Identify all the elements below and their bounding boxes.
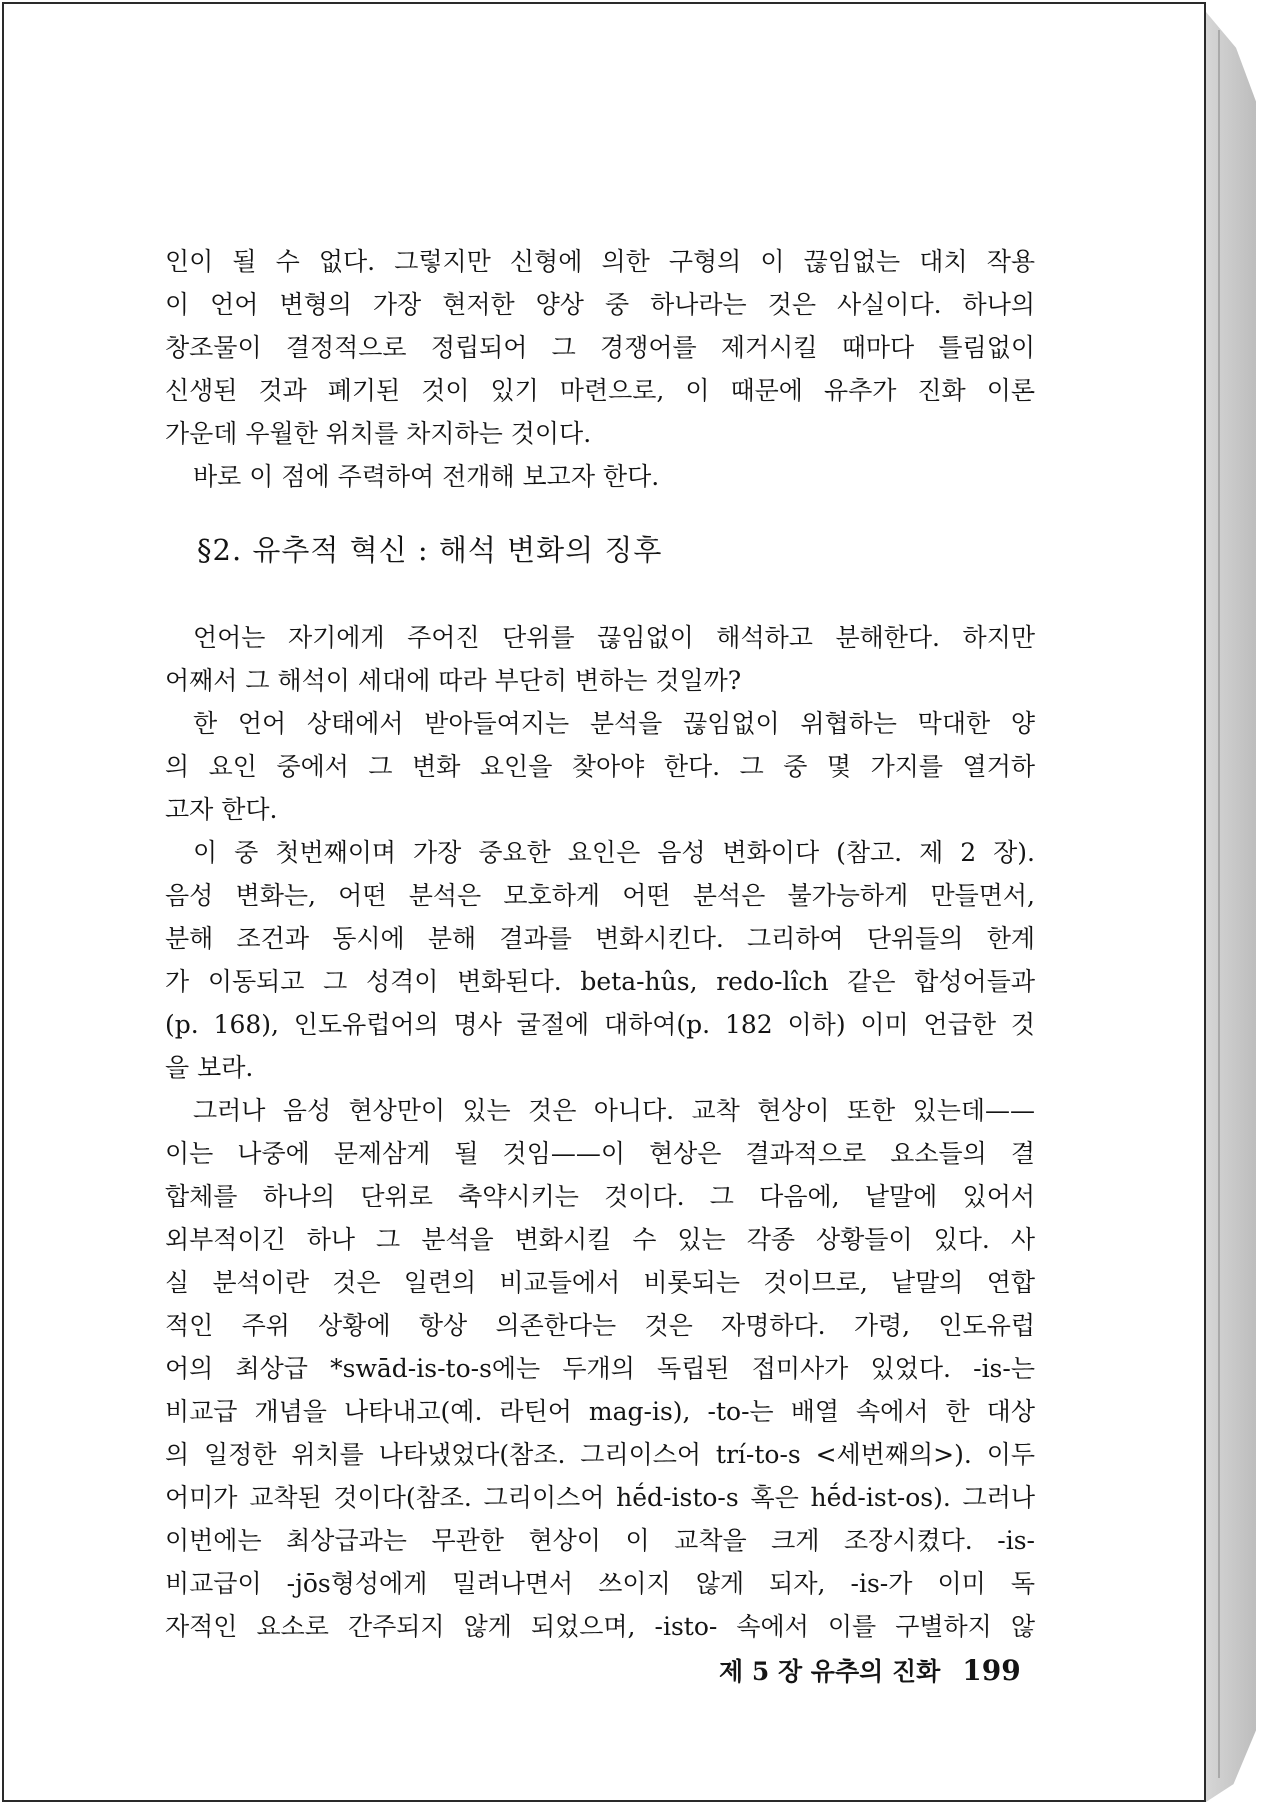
text-line: 인이 될 수 없다. 그렇지만 신형에 의한 구형의 이 끊임없는 대치 작용 — [165, 247, 1035, 276]
text-line: 고자 한다. — [165, 795, 278, 824]
text-line: 비교급 개념을 나타내고(예. 라틴어 mag-is), -to-는 배열 속에서 한 대상 — [165, 1397, 1035, 1426]
text-line: 가운데 우월한 위치를 차지하는 것이다. — [165, 419, 592, 448]
text-line: 분해 조건과 동시에 분해 결과를 변화시킨다. 그리하여 단위들의 한계 — [165, 924, 1035, 953]
text-line: 이번에는 최상급과는 무관한 현상이 이 교착을 크게 조장시켰다. -is- — [165, 1526, 1035, 1555]
text-line: 적인 주위 상황에 항상 의존한다는 것은 자명하다. 가령, 인도유럽 — [165, 1311, 1035, 1340]
text-line: 의 요인 중에서 그 변화 요인을 찾아야 한다. 그 중 몇 가지를 열거하 — [165, 752, 1035, 781]
text-line: 이는 나중에 문제삼게 될 것임——이 현상은 결과적으로 요소들의 결 — [165, 1139, 1035, 1168]
text-line: 실 분석이란 것은 일련의 비교들에서 비롯되는 것이므로, 낱말의 연합 — [165, 1268, 1035, 1297]
text-line: 비교급이 -jōs형성에게 밀려나면서 쓰이지 않게 되자, -is-가 이미 독 — [165, 1569, 1035, 1598]
text-line: 을 보라. — [165, 1053, 254, 1082]
text-line: 이 중 첫번째이며 가장 중요한 요인은 음성 변화이다 (참고. 제 2 장). — [193, 838, 1035, 867]
page-number: 199 — [962, 1654, 1021, 1687]
text-line: 이 언어 변형의 가장 현저한 양상 중 하나라는 것은 사실이다. 하나의 — [165, 290, 1035, 319]
text-line: (p. 168), 인도유럽어의 명사 굴절에 대하여(p. 182 이하) 이미 언급한 것 — [165, 1010, 1035, 1039]
text-line: 그러나 음성 현상만이 있는 것은 아니다. 교착 현상이 또한 있는데—— — [193, 1096, 1035, 1125]
text-line: 언어는 자기에게 주어진 단위를 끊임없이 해석하고 분해한다. 하지만 — [193, 623, 1035, 652]
text-line: 어의 최상급 *swād-is-to-s에는 두개의 독립된 접미사가 있었다. -is-는 — [165, 1354, 1035, 1383]
page-edge-line — [1218, 30, 1220, 1778]
running-footer — [719, 1651, 1021, 1692]
text-line: 음성 변화는, 어떤 분석은 모호하게 어떤 분석은 불가능하게 만들면서, — [165, 881, 1035, 910]
page-edge-shadow — [1206, 12, 1256, 1802]
text-line: 의 일정한 위치를 나타냈었다(참조. 그리이스어 trí-to-s <세번째의>). 이두 — [165, 1440, 1035, 1469]
text-line: 가 이동되고 그 성격이 변화된다. beta-hûs, redo-lîch 같은 합성어들과 — [165, 967, 1035, 996]
text-line: 어미가 교착된 것이다(참조. 그리이스어 hḗd-isto-s 혹은 hḗd-ist-os). 그러나 — [165, 1483, 1035, 1512]
text-line: 창조물이 결정적으로 정립되어 그 경쟁어를 제거시킬 때마다 틀림없이 — [165, 333, 1035, 362]
text-line: 바로 이 점에 주력하여 전개해 보고자 한다. — [193, 462, 660, 491]
text-line: 자적인 요소로 간주되지 않게 되었으며, -isto- 속에서 이를 구별하지 않 — [165, 1612, 1035, 1641]
text-line: 어째서 그 해석이 세대에 따라 부단히 변하는 것일까? — [165, 666, 742, 695]
chapter-title: 제 5 장 유추의 진화 — [719, 1657, 941, 1686]
section-heading: §2. 유추적 혁신 : 해석 변화의 징후 — [197, 533, 663, 567]
text-line: 신생된 것과 폐기된 것이 있기 마련으로, 이 때문에 유추가 진화 이론 — [165, 376, 1035, 405]
text-line: 외부적이긴 하나 그 분석을 변화시킬 수 있는 각종 상황들이 있다. 사 — [165, 1225, 1035, 1254]
text-line: 합체를 하나의 단위로 축약시키는 것이다. 그 다음에, 낱말에 있어서 — [165, 1182, 1035, 1211]
text-line: 한 언어 상태에서 받아들여지는 분석을 끊임없이 위협하는 막대한 양 — [193, 709, 1035, 738]
